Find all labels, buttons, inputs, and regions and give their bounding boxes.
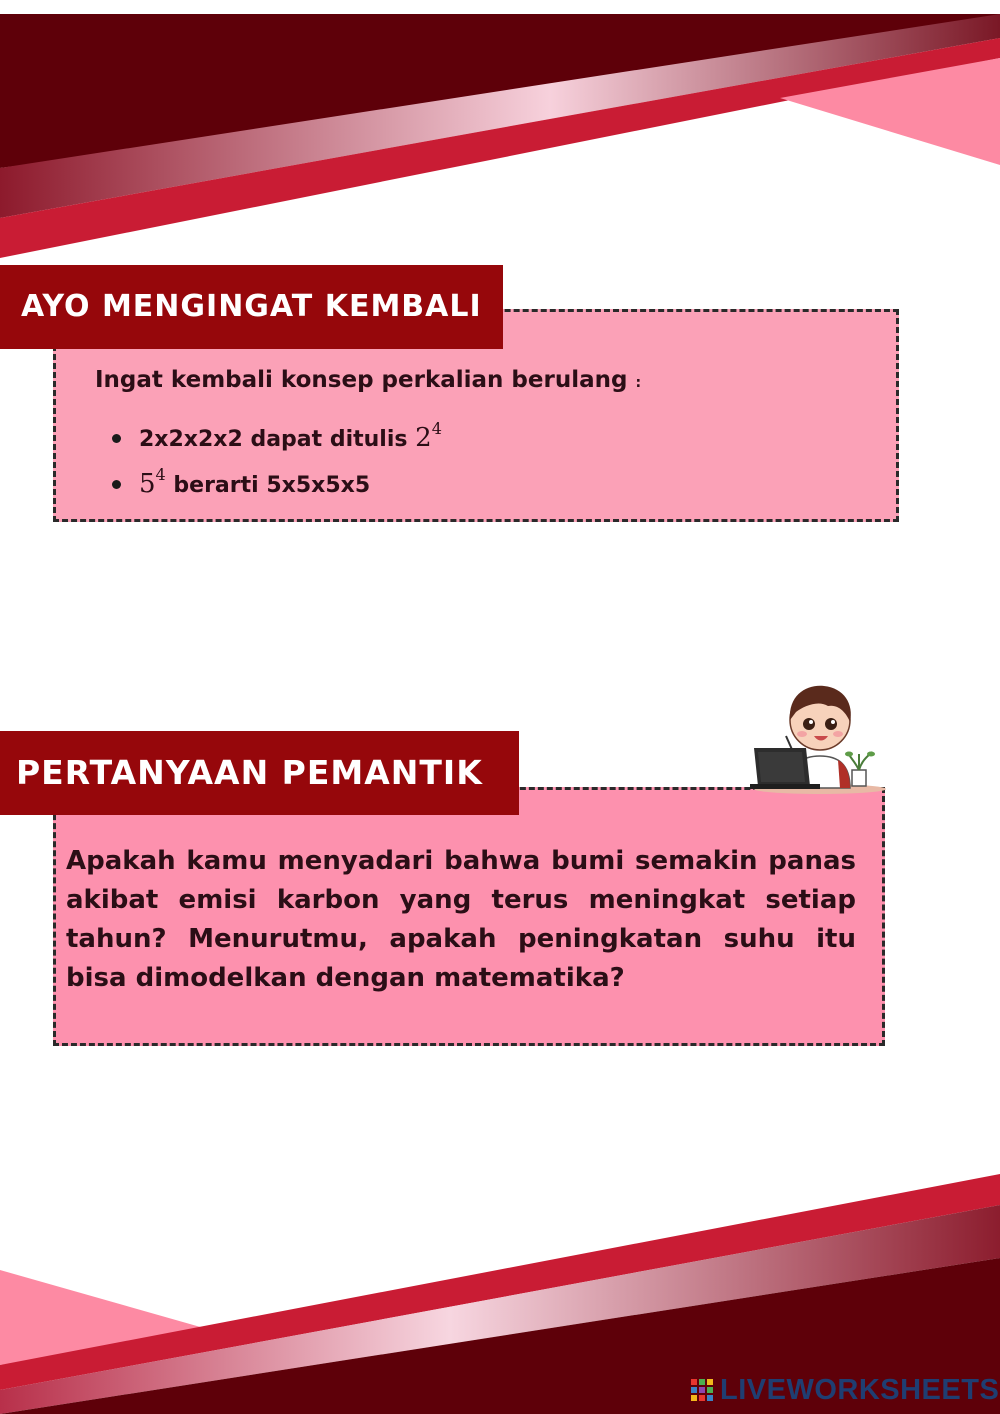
liveworksheets-logo — [690, 1372, 999, 1408]
recall-banner: AYO MENGINGAT KEMBALI — [0, 265, 503, 349]
list-item — [112, 406, 442, 452]
question-banner: PERTANYAAN PEMANTIK — [0, 731, 519, 815]
bullet-dot-icon — [112, 434, 121, 443]
liveworksheets-logo-icon — [690, 1376, 718, 1404]
bullet-suffix: berarti 5x5x5x5 — [173, 473, 371, 498]
question-text: Apakah kamu menyadari bahwa bumi semakin panas akibat emisi karbon yang terus meningkat setiap tahun? Menurutmu, apakah peningkatan suhu itu bisa dimodelkan dengan matematika? — [66, 846, 856, 993]
top-decoration — [0, 0, 1000, 270]
boy-at-laptop-illustration — [750, 676, 890, 794]
list-item — [112, 452, 442, 498]
recall-intro — [95, 367, 641, 393]
bullet-prefix: 2x2x2x2 dapat ditulis — [139, 427, 408, 452]
bullet-dot-icon — [112, 480, 121, 489]
recall-intro-colon: : — [635, 375, 642, 391]
power-expression — [415, 419, 442, 453]
power-base: 2 — [415, 423, 432, 453]
recall-bullet-list — [112, 406, 442, 498]
power-expression — [139, 465, 166, 499]
power-exponent: 4 — [431, 419, 442, 438]
recall-intro-text: Ingat kembali konsep perkalian berulang — [95, 367, 628, 393]
power-base: 5 — [139, 469, 156, 499]
power-exponent: 4 — [155, 465, 166, 484]
liveworksheets-logo-text: LIVEWORKSHEETS — [720, 1373, 1000, 1406]
